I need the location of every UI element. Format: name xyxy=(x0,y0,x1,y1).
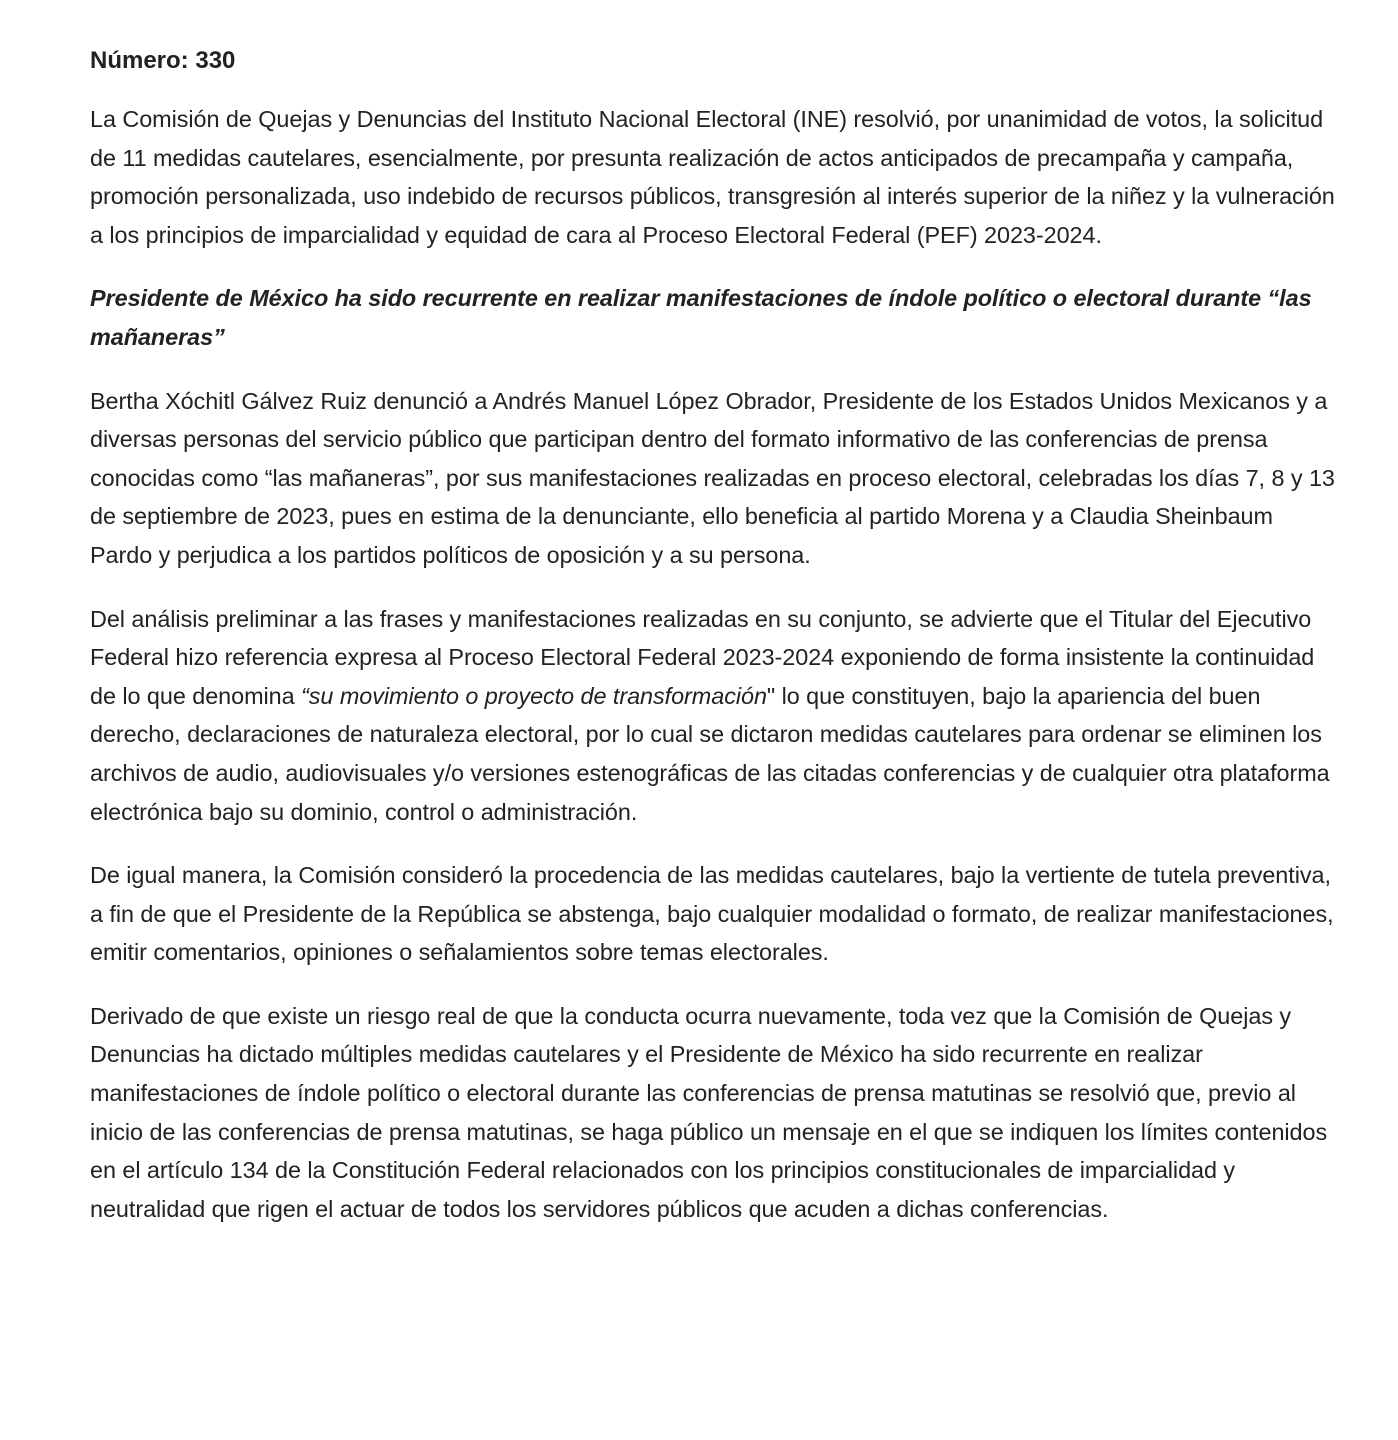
paragraph-analysis-quote: “su movimiento o proyecto de transformación xyxy=(301,682,767,709)
section-subheading: Presidente de México ha sido recurrente en realizar manifestaciones de índole político o electoral durante “las mañaneras” xyxy=(90,285,1312,350)
paragraph-analysis xyxy=(90,600,1338,832)
paragraph-preventive-measures: De igual manera, la Comisión consideró la procedencia de las medidas cautelares, bajo la vertiente de tutela preventiva, a fin de que el Presidente de la República se abstenga, bajo cualquier modalidad o formato, de realizar manifestaciones, emitir comentarios, opiniones o señalamientos sobre temas electorales. xyxy=(90,862,1334,966)
paragraph-analysis-text-before: Del análisis preliminar a las frases y manifestaciones realizadas en su conjunto, se advierte que el Titular del Ejecutivo Federal hizo referencia expresa al Proceso Electoral Federal 2023-2024 exponiendo de forma insistente la continuidad de lo que denomina xyxy=(90,605,1315,709)
paragraph-intro: La Comisión de Quejas y Denuncias del Instituto Nacional Electoral (INE) resolvió, por unanimidad de votos, la solicitud de 11 medidas cautelares, esencialmente, por presunta realización de actos anticipados de precampaña y campaña, promoción personalizada, uso indebido de recursos públicos, transgresión al interés superior de la niñez y la vulneración a los principios de imparcialidad y equidad de cara al Proceso Electoral Federal (PEF) 2023-2024. xyxy=(90,106,1335,248)
paragraph-resolution: Derivado de que existe un riesgo real de que la conducta ocurra nuevamente, toda vez que la Comisión de Quejas y Denuncias ha dictado múltiples medidas cautelares y el Presidente de México ha sido recurrente en realizar manifestaciones de índole político o electoral durante las conferencias de prensa matutinas se resolvió que, previo al inicio de las conferencias de prensa matutinas, se haga público un mensaje en el que se indiquen los límites contenidos en el artículo 134 de la Constitución Federal relacionados con los principios constitucionales de imparcialidad y neutralidad que rigen el actuar de todos los servidores públicos que acuden a dichas conferencias. xyxy=(90,1002,1328,1222)
paragraph-analysis-text-after: " lo que constituyen, bajo la apariencia del buen derecho, declaraciones de naturaleza electoral, por lo cual se dictaron medidas cautelares para ordenar se eliminen los archivos de audio, audiovisuales y/o versiones estenográficas de las citadas conferencias y de cualquier otra plataforma electrónica bajo su dominio, control o administración. xyxy=(90,682,1330,825)
paragraph-complaint: Bertha Xóchitl Gálvez Ruiz denunció a Andrés Manuel López Obrador, Presidente de los Estados Unidos Mexicanos y a diversas personas del servicio público que participan dentro del formato informativo de las conferencias de prensa conocidas como “las mañaneras”, por sus manifestaciones realizadas en proceso electoral, celebradas los días 7, 8 y 13 de septiembre de 2023, pues en estima de la denunciante, ello beneficia al partido Morena y a Claudia Sheinbaum Pardo y perjudica a los partidos políticos de oposición y a su persona. xyxy=(90,387,1335,568)
bulletin-number: Número: 330 xyxy=(90,47,236,74)
